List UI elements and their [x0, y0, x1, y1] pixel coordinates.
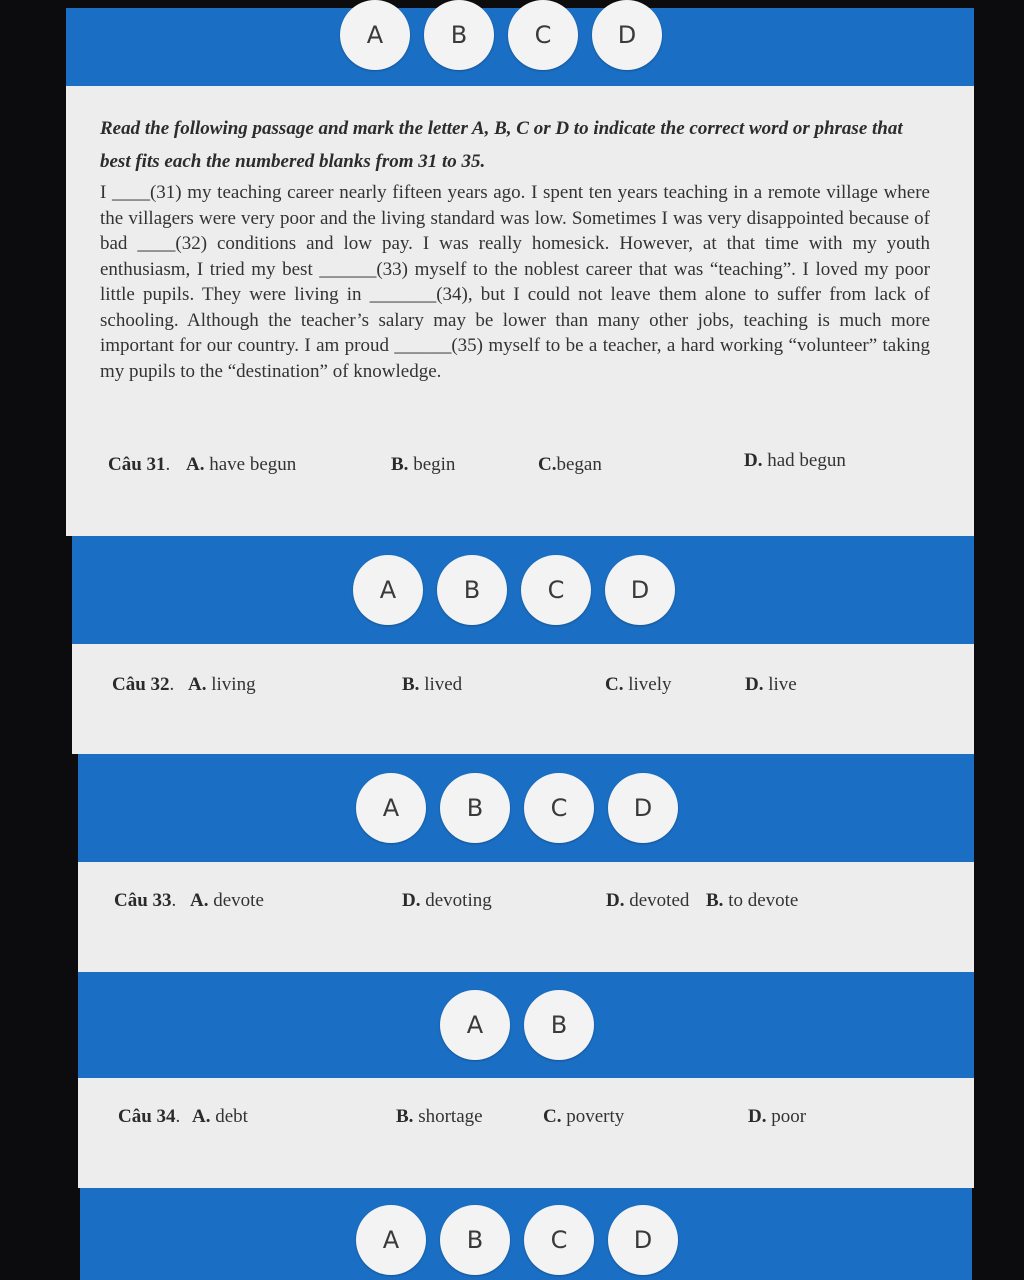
option-d[interactable]: D. live [745, 674, 797, 695]
answer-button-d[interactable]: D [608, 1205, 678, 1275]
instruction-text: Read the following passage and mark the letter A, B, C or D to indicate the correct word or phrase that best fits each the numbered blanks from 31 to 35. [100, 118, 903, 172]
answer-button-a[interactable]: A [353, 555, 423, 625]
option-d[interactable]: D. poor [748, 1106, 807, 1127]
question-panel-31 [66, 86, 974, 536]
answer-band-5 [80, 1188, 972, 1280]
answer-band-3 [78, 754, 974, 862]
option-d[interactable]: D. had begun [744, 450, 846, 471]
question-label: Câu 32 [112, 674, 170, 695]
answer-button-b[interactable]: B [440, 773, 510, 843]
option-c[interactable]: C. poverty [543, 1106, 625, 1127]
option-a[interactable]: A. living [188, 674, 256, 695]
answer-button-c[interactable]: C [508, 0, 578, 70]
answer-button-c[interactable]: C [524, 1205, 594, 1275]
answer-button-a[interactable]: A [440, 990, 510, 1060]
question-panel-33 [78, 862, 974, 972]
answer-button-a[interactable]: A [340, 0, 410, 70]
answer-button-b[interactable]: B [424, 0, 494, 70]
question-label: Câu 33 [114, 890, 172, 911]
option-c[interactable]: C. lively [605, 674, 672, 695]
option-a[interactable]: A. debt [192, 1106, 248, 1127]
question-row-33: Câu 33. A. devote D. devoting D. devoted B. to devote [114, 890, 799, 911]
option-b[interactable]: B. begin [391, 454, 456, 475]
option-b[interactable]: B. shortage [396, 1106, 483, 1127]
answer-button-d[interactable]: D [608, 773, 678, 843]
question-panel-32 [72, 644, 974, 754]
answer-button-d[interactable]: D [592, 0, 662, 70]
answer-button-d[interactable]: D [605, 555, 675, 625]
answer-button-a[interactable]: A [356, 1205, 426, 1275]
question-panel-34 [78, 1078, 974, 1188]
answer-button-a[interactable]: A [356, 773, 426, 843]
question-row-31: Câu 31. A. have begun B. begin C.began D. had begun [108, 450, 846, 475]
question-row-32: Câu 32. A. living B. lived C. lively D. live [112, 674, 797, 695]
answer-button-b[interactable]: B [440, 1205, 510, 1275]
answer-button-c[interactable]: C [524, 773, 594, 843]
option-a[interactable]: A. have begun [186, 454, 297, 475]
option-d[interactable]: B. to devote [706, 890, 799, 911]
answer-band-4 [78, 972, 974, 1078]
option-b[interactable]: B. lived [402, 674, 463, 695]
answer-button-b[interactable]: B [437, 555, 507, 625]
question-row-34: Câu 34. A. debt B. shortage C. poverty D. poor [118, 1106, 807, 1127]
answer-button-c[interactable]: C [521, 555, 591, 625]
option-c[interactable]: C.began [538, 454, 602, 475]
answer-band-1 [66, 8, 974, 86]
answer-button-b[interactable]: B [524, 990, 594, 1060]
option-a[interactable]: A. devote [190, 890, 264, 911]
option-b[interactable]: D. devoting [402, 890, 492, 911]
question-label: Câu 31 [108, 454, 166, 475]
reading-passage: I ____(31) my teaching career nearly fifteen years ago. I spent ten years teaching in a remote village where the villagers were very poor and the living standard was low. Sometimes I was very disappointed because of bad ____(32) conditions and low pay. I was really homesick. However, at that time with my youth enthusiasm, I tried my best ______(33) myself to the noblest career that was “teaching”. I loved my poor little pupils. They were living in _______(34), but I could not leave them alone to suffer from lack of schooling. Although the teacher’s salary may be lower than many other jobs, teaching is much more important for our country. I am proud ______(35) myself to be a teacher, a hard working “volunteer” taking my pupils to the “destination” of knowledge. [100, 182, 930, 382]
answer-band-2 [72, 536, 974, 644]
question-label: Câu 34 [118, 1106, 176, 1127]
option-c[interactable]: D. devoted [606, 890, 690, 911]
